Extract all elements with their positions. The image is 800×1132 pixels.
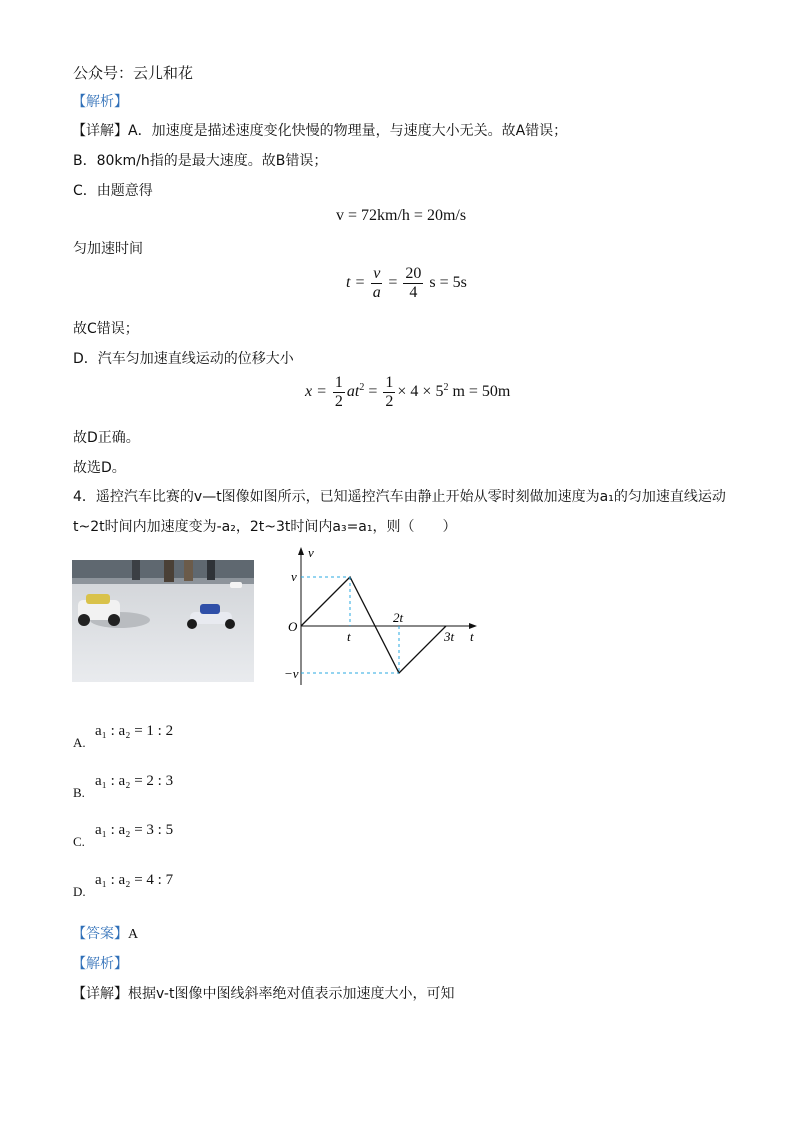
eq3-mid1: at: [346, 383, 360, 401]
eq3-sup1: 2: [359, 381, 365, 393]
detail-a-text: 【详解】A．加速度是描述速度变化快慢的物理量，与速度大小无关。故A错误；: [72, 123, 568, 139]
option-d-letter[interactable]: D.: [73, 884, 86, 899]
line-c-text: C．由题意得: [73, 183, 153, 199]
question-line-1: 4．遥控汽车比赛的v—t图像如图所示，已知遥控汽车由静止开始从零时刻做加速度为a₁的匀加速直线运动: [73, 489, 726, 505]
eq3-frac1: $\frac{1}{2}$: [334, 374, 343, 410]
account-header: 公众号：云儿和花: [73, 64, 194, 82]
d-correct-text: 故D正确。: [73, 430, 140, 446]
option-b-expr[interactable]: a₁ : a₂ = 2 : 3: [95, 773, 174, 789]
equation-speed: v = 72km/h = 20m/s: [336, 207, 467, 224]
line-d-text: D．汽车匀加速直线运动的位移大小: [73, 351, 294, 367]
y-axis-arrow-icon: [298, 547, 304, 555]
analysis-tag-2: 【解析】: [72, 956, 128, 972]
3t-tick-label: 3t: [444, 629, 455, 644]
answer-line: [72, 925, 138, 944]
option-a-expr[interactable]: a₁ : a₂ = 1 : 2: [95, 723, 174, 739]
eq3-equals: =: [368, 383, 378, 401]
neg-v-tick-label: −v: [284, 666, 299, 681]
option-b-letter[interactable]: B.: [73, 785, 85, 800]
x-axis-label: t: [470, 629, 474, 644]
origin-label: O: [288, 619, 298, 634]
eq3-frac2: $\frac{1}{2}$: [385, 374, 394, 410]
eq3-lhs: x =: [305, 383, 327, 401]
eq3-sup2: 2: [443, 381, 449, 393]
y-axis-label: v: [308, 545, 314, 560]
t-tick-label: t: [347, 629, 351, 644]
option-c-letter[interactable]: C.: [73, 834, 85, 849]
eq2-lhs: t =: [346, 274, 366, 292]
choose-d-text: 故选D。: [73, 460, 126, 476]
answer-value: A: [128, 927, 139, 942]
eq2-rhs: s = 5s: [429, 274, 467, 292]
eq2-frac2: $\frac{20}{4}$: [405, 265, 422, 301]
line-b-text: B．80km/h指的是最大速度。故B错误；: [73, 153, 328, 169]
2t-tick-label: 2t: [393, 610, 404, 625]
eq3-mid2: × 4 × 5: [397, 383, 444, 401]
question-line-2: t~2t时间内加速度变为-a₂，2t~3t时间内a₃=a₁，则（ ）: [73, 519, 457, 535]
analysis-tag: 【解析】: [72, 94, 128, 110]
eq2-equals: =: [388, 274, 398, 292]
vt-series-line: [301, 577, 446, 673]
equation-time: [346, 265, 467, 302]
equation-displacement: [305, 374, 510, 411]
option-a-letter[interactable]: A.: [73, 735, 86, 750]
option-c-expr[interactable]: a₁ : a₂ = 3 : 5: [95, 822, 174, 838]
eq3-rhs: m = 50m: [452, 383, 511, 401]
accel-time-label: 匀加速时间: [73, 241, 143, 257]
vt-graph: [282, 545, 482, 690]
detail-last-text: 【详解】根据v-t图像中图线斜率绝对值表示加速度大小，可知: [72, 986, 455, 1002]
option-d-expr[interactable]: a₁ : a₂ = 4 : 7: [95, 872, 174, 888]
c-wrong-text: 故C错误；: [73, 321, 139, 337]
answer-tag: 【答案】: [72, 926, 128, 942]
rc-cars-photo: [72, 560, 254, 682]
eq2-frac1: $\frac{v}{a}$: [372, 265, 381, 301]
v-tick-label: v: [291, 569, 297, 584]
